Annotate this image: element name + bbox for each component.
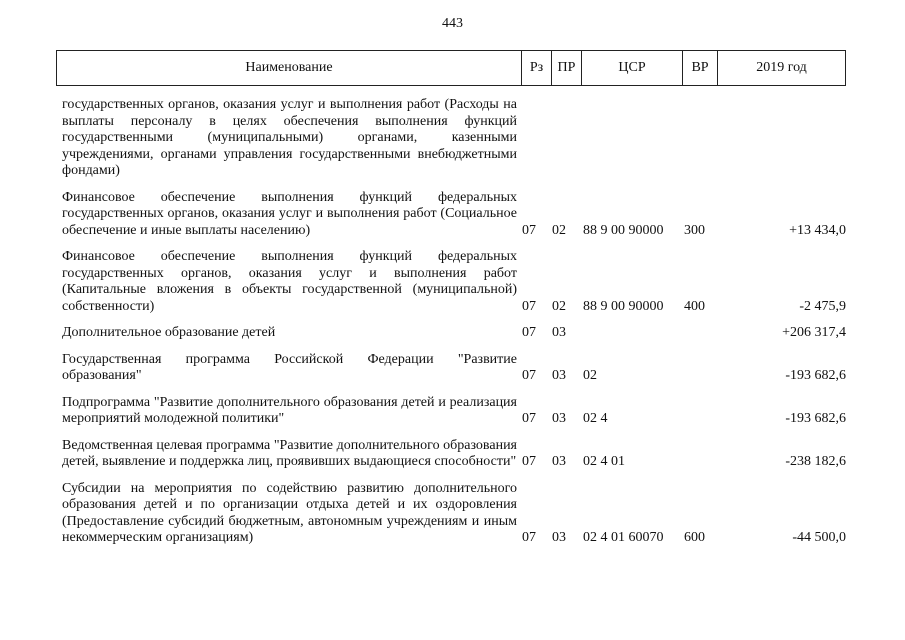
row-rz: 07 [522,298,536,314]
row-rz: 07 [522,368,536,383]
table-header [56,50,846,86]
row-name: Подпрограмма "Развитие дополнительного образования детей и реализация мероприятий молодежной политики" [62,394,517,426]
row-rz: 07 [522,325,536,340]
table-body [0,97,905,557]
header-year: 2019 год [756,60,807,75]
row-csr: 02 4 01 60070 [583,530,664,545]
table-row [0,481,905,547]
row-pr: 02 [552,222,566,238]
header-name: Наименование [57,51,522,85]
header-vr: ВР [683,51,718,85]
row-name: Ведомственная целевая программа "Развитие дополнительного образования детей, выявление и поддержка лиц, проявивших выдающиеся способности" [62,437,517,469]
row-vr: 400 [684,298,705,314]
row-name: государственных органов, оказания услуг и выполнения работ (Расходы на выплаты персоналу в целях обеспечения выполнения функций государственными (муниципальными) органами, казенными учреждениями, органами управления государственными внебюджетными фондами) [62,97,517,178]
row-amount: -2 475,9 [799,298,846,314]
row-pr: 03 [552,325,566,340]
table-row [0,249,905,315]
header-csr: ЦСР [582,51,683,85]
row-pr: 02 [552,298,566,314]
row-pr: 03 [552,530,566,545]
table-row [0,190,905,240]
row-rz: 07 [522,411,536,426]
row-amount: +206 317,4 [782,325,846,340]
row-csr: 02 4 [583,411,608,426]
row-rz: 07 [522,454,536,469]
row-rz: 07 [522,222,536,238]
row-pr: 03 [552,411,566,426]
header-pr: ПР [552,51,582,85]
row-csr: 88 9 00 90000 [583,298,664,314]
row-name: Финансовое обеспечение выполнения функций федеральных государственных органов, оказания услуг и выполнения работ (Капитальные вложения в объекты государственной (муниципальной) собственности) [62,249,517,314]
row-amount: -238 182,6 [785,454,846,469]
row-amount: -193 682,6 [785,411,846,426]
table-row [0,438,905,471]
table-row [0,97,905,180]
page-number: 443 [442,16,463,31]
table-row [0,395,905,428]
row-amount: +13 434,0 [789,222,846,238]
row-csr: 02 4 01 [583,454,625,469]
row-vr: 300 [684,222,705,238]
row-csr: 02 [583,368,597,383]
row-pr: 03 [552,454,566,469]
row-name: Государственная программа Российской Федерации "Развитие образования" [62,351,517,383]
row-vr: 600 [684,530,705,545]
row-pr: 03 [552,368,566,383]
row-name: Финансовое обеспечение выполнения функций федеральных государственных органов, оказания услуг и выполнения работ (Социальное обеспечение и иные выплаты населению) [62,189,517,238]
row-amount: -44 500,0 [792,530,846,545]
table-row [0,352,905,385]
row-amount: -193 682,6 [785,368,846,383]
row-rz: 07 [522,530,536,545]
table-row [0,325,905,342]
row-csr: 88 9 00 90000 [583,222,664,238]
row-name: Дополнительное образование детей [62,325,276,340]
row-name: Субсидии на мероприятия по содействию развитию дополнительного образования детей и по организации отдыха детей и их оздоровления (Предоставление субсидий бюджетным, автономным учреждениям и иным некоммерческим организациям) [62,480,517,545]
header-rz: Рз [522,51,552,85]
